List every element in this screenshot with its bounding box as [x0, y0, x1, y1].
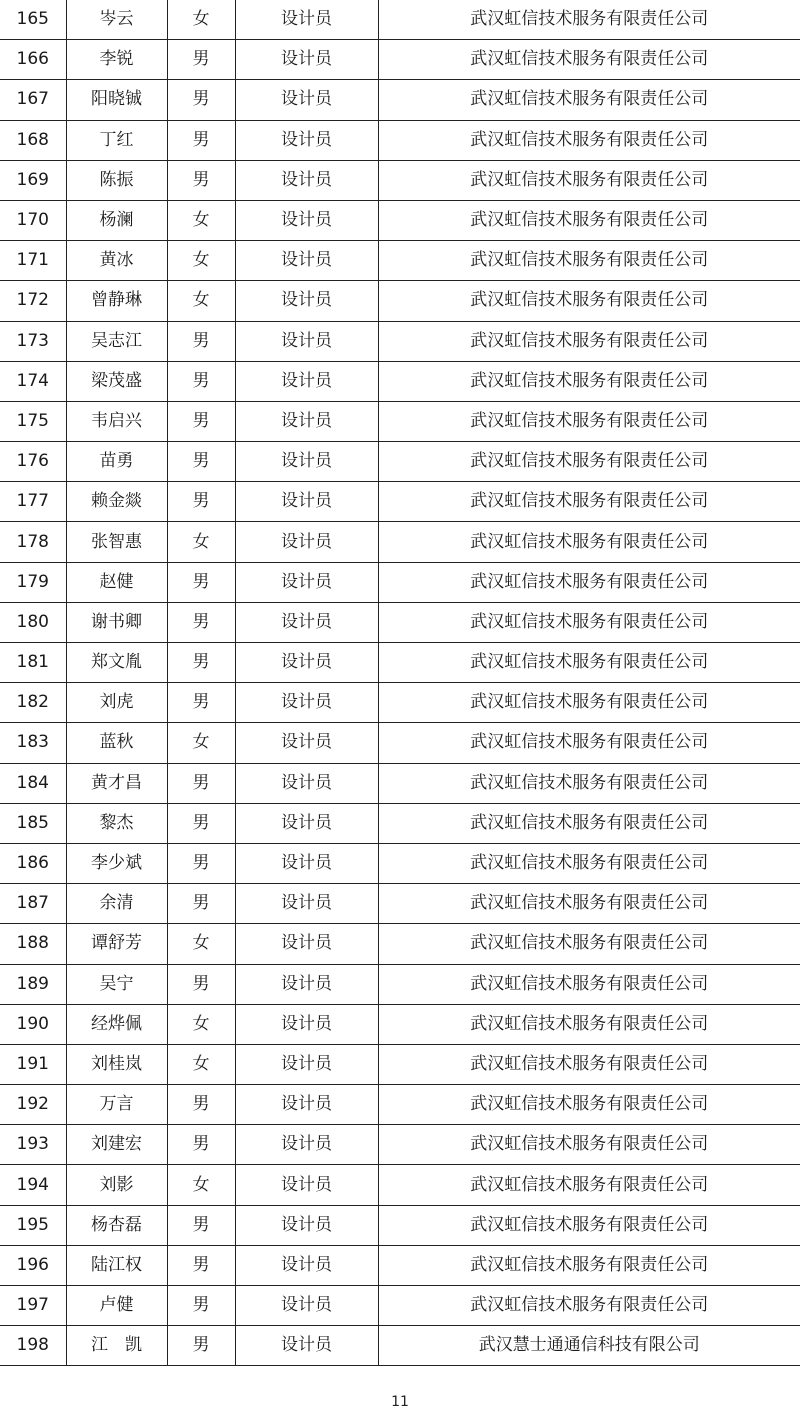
- person-name: 蓝秋: [66, 723, 167, 763]
- person-gender: 男: [167, 1245, 235, 1285]
- person-company: 武汉虹信技术服务有限责任公司: [378, 321, 800, 361]
- person-gender: 男: [167, 843, 235, 883]
- person-company: 武汉虹信技术服务有限责任公司: [378, 803, 800, 843]
- person-company: 武汉虹信技术服务有限责任公司: [378, 763, 800, 803]
- person-company: 武汉虹信技术服务有限责任公司: [378, 683, 800, 723]
- person-name: 丁红: [66, 120, 167, 160]
- table-row: [0, 643, 800, 683]
- person-name: 郑文胤: [66, 643, 167, 683]
- table-row: [0, 1004, 800, 1044]
- person-name: 刘影: [66, 1165, 167, 1205]
- person-title: 设计员: [235, 1286, 378, 1326]
- person-name: 陈振: [66, 160, 167, 200]
- person-title: 设计员: [235, 401, 378, 441]
- person-company: 武汉虹信技术服务有限责任公司: [378, 120, 800, 160]
- table-row: [0, 281, 800, 321]
- person-company: 武汉虹信技术服务有限责任公司: [378, 401, 800, 441]
- person-name: 黎杰: [66, 803, 167, 843]
- person-company: 武汉虹信技术服务有限责任公司: [378, 0, 800, 40]
- person-name: 韦启兴: [66, 401, 167, 441]
- person-title: 设计员: [235, 361, 378, 401]
- person-gender: 男: [167, 321, 235, 361]
- person-title: 设计员: [235, 1085, 378, 1125]
- person-company: 武汉虹信技术服务有限责任公司: [378, 924, 800, 964]
- person-name: 刘桂岚: [66, 1044, 167, 1084]
- row-number: 179: [0, 562, 66, 602]
- person-title: 设计员: [235, 442, 378, 482]
- person-title: 设计员: [235, 924, 378, 964]
- person-title: 设计员: [235, 562, 378, 602]
- person-title: 设计员: [235, 200, 378, 240]
- person-title: 设计员: [235, 763, 378, 803]
- table-row: [0, 522, 800, 562]
- row-number: 192: [0, 1085, 66, 1125]
- person-title: 设计员: [235, 482, 378, 522]
- person-title: 设计员: [235, 1326, 378, 1366]
- row-number: 181: [0, 643, 66, 683]
- person-gender: 女: [167, 1004, 235, 1044]
- row-number: 197: [0, 1286, 66, 1326]
- table-row: [0, 1326, 800, 1366]
- person-company: 武汉虹信技术服务有限责任公司: [378, 1125, 800, 1165]
- person-title: 设计员: [235, 40, 378, 80]
- person-name: 吴宁: [66, 964, 167, 1004]
- person-title: 设计员: [235, 1004, 378, 1044]
- person-title: 设计员: [235, 964, 378, 1004]
- person-name: 刘建宏: [66, 1125, 167, 1165]
- person-title: 设计员: [235, 1165, 378, 1205]
- row-number: 196: [0, 1245, 66, 1285]
- person-name: 万言: [66, 1085, 167, 1125]
- person-title: 设计员: [235, 1205, 378, 1245]
- row-number: 195: [0, 1205, 66, 1245]
- table-row: [0, 0, 800, 40]
- person-title: 设计员: [235, 1044, 378, 1084]
- person-title: 设计员: [235, 0, 378, 40]
- person-title: 设计员: [235, 522, 378, 562]
- table-row: [0, 442, 800, 482]
- person-gender: 女: [167, 281, 235, 321]
- person-gender: 男: [167, 160, 235, 200]
- row-number: 168: [0, 120, 66, 160]
- row-number: 165: [0, 0, 66, 40]
- person-company: 武汉虹信技术服务有限责任公司: [378, 281, 800, 321]
- row-number: 182: [0, 683, 66, 723]
- table-row: [0, 200, 800, 240]
- person-name: 江 凯: [66, 1326, 167, 1366]
- row-number: 173: [0, 321, 66, 361]
- person-title: 设计员: [235, 843, 378, 883]
- row-number: 180: [0, 602, 66, 642]
- person-name: 卢健: [66, 1286, 167, 1326]
- person-gender: 女: [167, 241, 235, 281]
- table-row: [0, 241, 800, 281]
- table-row: [0, 120, 800, 160]
- person-name: 梁茂盛: [66, 361, 167, 401]
- person-company: 武汉虹信技术服务有限责任公司: [378, 160, 800, 200]
- table-row: [0, 1125, 800, 1165]
- table-row: [0, 1205, 800, 1245]
- table-row: [0, 401, 800, 441]
- person-name: 张智惠: [66, 522, 167, 562]
- person-gender: 男: [167, 361, 235, 401]
- person-company: 武汉虹信技术服务有限责任公司: [378, 602, 800, 642]
- page-number: 11: [391, 1394, 409, 1410]
- person-title: 设计员: [235, 281, 378, 321]
- table-row: [0, 964, 800, 1004]
- table-row: [0, 924, 800, 964]
- person-name: 李少斌: [66, 843, 167, 883]
- person-title: 设计员: [235, 1245, 378, 1285]
- person-name: 岑云: [66, 0, 167, 40]
- person-title: 设计员: [235, 723, 378, 763]
- person-name: 刘虎: [66, 683, 167, 723]
- person-gender: 男: [167, 884, 235, 924]
- table-row: [0, 321, 800, 361]
- person-name: 谢书卿: [66, 602, 167, 642]
- person-gender: 男: [167, 1085, 235, 1125]
- table-row: [0, 1085, 800, 1125]
- row-number: 186: [0, 843, 66, 883]
- person-gender: 男: [167, 1326, 235, 1366]
- person-company: 武汉虹信技术服务有限责任公司: [378, 80, 800, 120]
- person-title: 设计员: [235, 643, 378, 683]
- person-company: 武汉虹信技术服务有限责任公司: [378, 1085, 800, 1125]
- person-gender: 男: [167, 683, 235, 723]
- table-row: [0, 160, 800, 200]
- person-company: 武汉虹信技术服务有限责任公司: [378, 40, 800, 80]
- person-name: 黄冰: [66, 241, 167, 281]
- row-number: 175: [0, 401, 66, 441]
- table-row: [0, 683, 800, 723]
- person-gender: 男: [167, 602, 235, 642]
- person-gender: 女: [167, 924, 235, 964]
- person-name: 曾静琳: [66, 281, 167, 321]
- row-number: 169: [0, 160, 66, 200]
- row-number: 188: [0, 924, 66, 964]
- row-number: 166: [0, 40, 66, 80]
- row-number: 190: [0, 1004, 66, 1044]
- person-gender: 男: [167, 1205, 235, 1245]
- row-number: 177: [0, 482, 66, 522]
- person-name: 李锐: [66, 40, 167, 80]
- person-gender: 女: [167, 1165, 235, 1205]
- person-name: 谭舒芳: [66, 924, 167, 964]
- person-title: 设计员: [235, 683, 378, 723]
- person-company: 武汉虹信技术服务有限责任公司: [378, 643, 800, 683]
- table-row: [0, 1245, 800, 1285]
- person-gender: 男: [167, 442, 235, 482]
- person-name: 黄才昌: [66, 763, 167, 803]
- row-number: 191: [0, 1044, 66, 1084]
- person-company: 武汉虹信技术服务有限责任公司: [378, 843, 800, 883]
- person-name: 杨杏磊: [66, 1205, 167, 1245]
- row-number: 176: [0, 442, 66, 482]
- table-row: [0, 1286, 800, 1326]
- row-number: 185: [0, 803, 66, 843]
- person-gender: 男: [167, 964, 235, 1004]
- person-gender: 男: [167, 120, 235, 160]
- table-row: [0, 482, 800, 522]
- person-company: 武汉虹信技术服务有限责任公司: [378, 1286, 800, 1326]
- row-number: 189: [0, 964, 66, 1004]
- person-company: 武汉虹信技术服务有限责任公司: [378, 723, 800, 763]
- person-title: 设计员: [235, 80, 378, 120]
- person-gender: 男: [167, 80, 235, 120]
- person-title: 设计员: [235, 803, 378, 843]
- person-company: 武汉虹信技术服务有限责任公司: [378, 562, 800, 602]
- person-name: 苗勇: [66, 442, 167, 482]
- person-company: 武汉虹信技术服务有限责任公司: [378, 884, 800, 924]
- person-gender: 男: [167, 401, 235, 441]
- person-gender: 男: [167, 643, 235, 683]
- person-company: 武汉虹信技术服务有限责任公司: [378, 1165, 800, 1205]
- person-gender: 男: [167, 482, 235, 522]
- person-company: 武汉虹信技术服务有限责任公司: [378, 241, 800, 281]
- person-company: 武汉虹信技术服务有限责任公司: [378, 1205, 800, 1245]
- row-number: 172: [0, 281, 66, 321]
- person-company: 武汉虹信技术服务有限责任公司: [378, 482, 800, 522]
- person-gender: 女: [167, 1044, 235, 1084]
- person-company: 武汉虹信技术服务有限责任公司: [378, 200, 800, 240]
- person-gender: 女: [167, 723, 235, 763]
- person-company: 武汉虹信技术服务有限责任公司: [378, 964, 800, 1004]
- person-title: 设计员: [235, 1125, 378, 1165]
- row-number: 187: [0, 884, 66, 924]
- person-title: 设计员: [235, 160, 378, 200]
- person-gender: 男: [167, 763, 235, 803]
- person-title: 设计员: [235, 602, 378, 642]
- person-gender: 女: [167, 0, 235, 40]
- person-name: 陆江权: [66, 1245, 167, 1285]
- person-name: 赵健: [66, 562, 167, 602]
- table-row: [0, 602, 800, 642]
- person-name: 阳晓铖: [66, 80, 167, 120]
- table-row: [0, 80, 800, 120]
- table-row: [0, 723, 800, 763]
- person-gender: 男: [167, 562, 235, 602]
- table-row: [0, 884, 800, 924]
- row-number: 174: [0, 361, 66, 401]
- person-gender: 男: [167, 1125, 235, 1165]
- person-gender: 男: [167, 803, 235, 843]
- row-number: 184: [0, 763, 66, 803]
- person-title: 设计员: [235, 120, 378, 160]
- person-company: 武汉慧士通通信科技有限公司: [378, 1326, 800, 1366]
- table-row: [0, 1165, 800, 1205]
- table-row: [0, 763, 800, 803]
- person-name: 赖金燚: [66, 482, 167, 522]
- row-number: 194: [0, 1165, 66, 1205]
- row-number: 198: [0, 1326, 66, 1366]
- person-gender: 男: [167, 1286, 235, 1326]
- person-gender: 男: [167, 40, 235, 80]
- row-number: 178: [0, 522, 66, 562]
- person-company: 武汉虹信技术服务有限责任公司: [378, 1044, 800, 1084]
- person-company: 武汉虹信技术服务有限责任公司: [378, 1004, 800, 1044]
- table-row: [0, 40, 800, 80]
- row-number: 193: [0, 1125, 66, 1165]
- person-title: 设计员: [235, 321, 378, 361]
- person-company: 武汉虹信技术服务有限责任公司: [378, 522, 800, 562]
- table-row: [0, 1044, 800, 1084]
- person-name: 余清: [66, 884, 167, 924]
- row-number: 171: [0, 241, 66, 281]
- person-company: 武汉虹信技术服务有限责任公司: [378, 442, 800, 482]
- person-name: 吴志江: [66, 321, 167, 361]
- row-number: 170: [0, 200, 66, 240]
- person-gender: 女: [167, 200, 235, 240]
- person-gender: 女: [167, 522, 235, 562]
- row-number: 183: [0, 723, 66, 763]
- person-title: 设计员: [235, 241, 378, 281]
- row-number: 167: [0, 80, 66, 120]
- person-company: 武汉虹信技术服务有限责任公司: [378, 361, 800, 401]
- table-row: [0, 361, 800, 401]
- person-name: 杨澜: [66, 200, 167, 240]
- person-name: 经烨佩: [66, 1004, 167, 1044]
- table-row: [0, 562, 800, 602]
- table-row: [0, 843, 800, 883]
- table-row: [0, 803, 800, 843]
- person-company: 武汉虹信技术服务有限责任公司: [378, 1245, 800, 1285]
- person-title: 设计员: [235, 884, 378, 924]
